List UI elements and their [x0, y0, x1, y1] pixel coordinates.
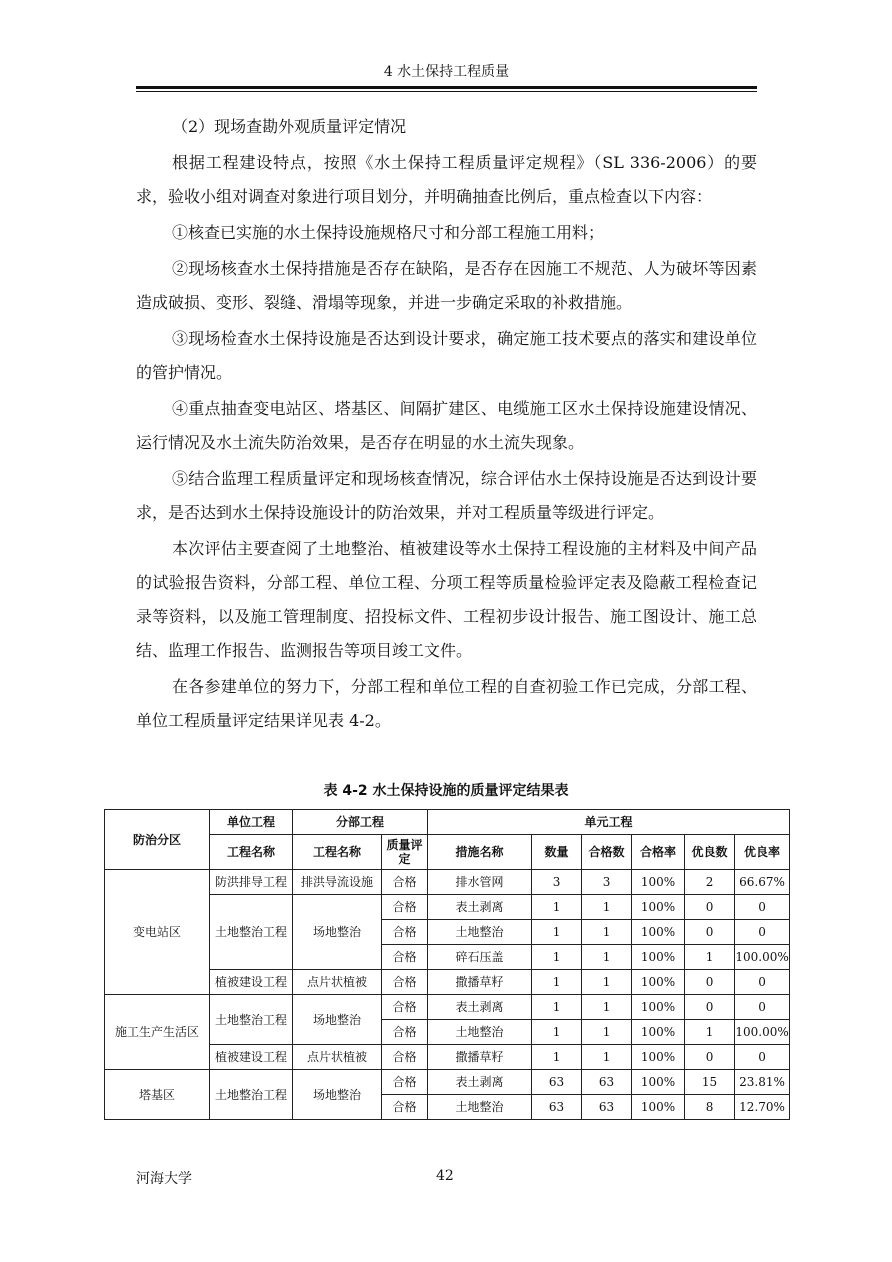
cell: 0: [685, 995, 735, 1020]
cell: 0: [685, 895, 735, 920]
cell: 合格: [382, 1045, 428, 1070]
cell: 3: [582, 870, 632, 895]
footer-institution: 河海大学: [136, 1171, 192, 1187]
cell: 63: [532, 1070, 582, 1095]
paragraph: 本次评估主要查阅了土地整治、植被建设等水土保持工程设施的主材料及中间产品的试验报告资料，分部工程、单位工程、分项工程等质量检验评定表及隐蔽工程检查记录等资料，以及施工管理制度、招投标文件、工程初步设计报告、施工图设计、施工总结、监理工作报告、监测报告等项目竣工文件。: [136, 539, 757, 660]
header-cell: 合格率: [632, 835, 685, 870]
cell: 0: [735, 995, 790, 1020]
cell: 100%: [632, 870, 685, 895]
zone-cell: 施工生产生活区: [105, 995, 210, 1070]
cell: 0: [735, 1045, 790, 1070]
cell: 100%: [632, 1020, 685, 1045]
header-cell: 防治分区: [105, 810, 210, 870]
cell: 1: [532, 1020, 582, 1045]
header-rule-thin: [136, 91, 757, 92]
header-cell: 工程名称: [293, 835, 382, 870]
cell: 100%: [632, 1095, 685, 1120]
cell: 3: [532, 870, 582, 895]
cell: 表土剥离: [428, 1070, 532, 1095]
cell: 1: [532, 920, 582, 945]
cell: 1: [582, 1020, 632, 1045]
cell: 63: [582, 1095, 632, 1120]
unit-cell: 土地整治工程: [210, 895, 293, 970]
cell: 1: [582, 895, 632, 920]
cell: 合格: [382, 895, 428, 920]
cell: 100%: [632, 920, 685, 945]
unit-cell: 土地整治工程: [210, 995, 293, 1045]
cell: 1: [532, 895, 582, 920]
header-cell: 质量评定: [382, 835, 428, 870]
cell: 土地整治: [428, 920, 532, 945]
cell: 合格: [382, 1020, 428, 1045]
cell: 表土剥离: [428, 995, 532, 1020]
cell: 63: [582, 1070, 632, 1095]
cell: 15: [685, 1070, 735, 1095]
unit-cell: 植被建设工程: [210, 970, 293, 995]
cell: 23.81%: [735, 1070, 790, 1095]
table-row: [105, 1070, 790, 1095]
cell: 1: [532, 995, 582, 1020]
cell: 0: [685, 970, 735, 995]
cell: 合格: [382, 1070, 428, 1095]
cell: 100%: [632, 895, 685, 920]
page-number: 42: [436, 1168, 454, 1184]
cell: 1: [532, 970, 582, 995]
division-cell: 点片状植被: [293, 970, 382, 995]
cell: 表土剥离: [428, 895, 532, 920]
cell: 66.67%: [735, 870, 790, 895]
cell: 0: [735, 970, 790, 995]
cell: 12.70%: [735, 1095, 790, 1120]
cell: 1: [685, 945, 735, 970]
cell: 土地整治: [428, 1095, 532, 1120]
header-cell: 措施名称: [428, 835, 532, 870]
cell: 1: [532, 945, 582, 970]
cell: 1: [582, 995, 632, 1020]
paragraph: 在各参建单位的努力下，分部工程和单位工程的自查初验工作已完成，分部工程、单位工程质量评定结果详见表 4-2。: [136, 677, 757, 730]
paragraph: ③现场检查水土保持设施是否达到设计要求，确定施工技术要点的落实和建设单位的管护情况。: [136, 329, 757, 382]
cell: 1: [685, 1020, 735, 1045]
cell: 63: [532, 1095, 582, 1120]
cell: 土地整治: [428, 1020, 532, 1045]
header-cell: 优良数: [685, 835, 735, 870]
header-cell: 数量: [532, 835, 582, 870]
cell: 合格: [382, 1095, 428, 1120]
cell: 排水管网: [428, 870, 532, 895]
zone-cell: 塔基区: [105, 1070, 210, 1120]
cell: 碎石压盖: [428, 945, 532, 970]
cell: 100%: [632, 1070, 685, 1095]
body-text: [136, 110, 757, 740]
unit-cell: 防洪排导工程: [210, 870, 293, 895]
header-row: [105, 810, 790, 835]
cell: 合格: [382, 945, 428, 970]
cell: 100%: [632, 945, 685, 970]
unit-cell: 土地整治工程: [210, 1070, 293, 1120]
cell: 合格: [382, 970, 428, 995]
cell: 2: [685, 870, 735, 895]
cell: 1: [582, 970, 632, 995]
cell: 1: [582, 920, 632, 945]
cell: 0: [735, 895, 790, 920]
cell: 100%: [632, 1045, 685, 1070]
table-row: [105, 870, 790, 895]
header-cell: 工程名称: [210, 835, 293, 870]
paragraph: ②现场核查水土保持措施是否存在缺陷，是否存在因施工不规范、人为破坏等因素造成破损、变形、裂缝、滑塌等现象，并进一步确定采取的补救措施。: [136, 259, 757, 312]
header-cell: 单位工程: [210, 810, 293, 835]
header-rule-thick: [136, 86, 757, 89]
cell: 1: [532, 1045, 582, 1070]
cell: 100%: [632, 970, 685, 995]
cell: 合格: [382, 920, 428, 945]
cell: 1: [582, 1045, 632, 1070]
division-cell: 场地整治: [293, 895, 382, 970]
header-cell: 合格数: [582, 835, 632, 870]
paragraph: ⑤结合监理工程质量评定和现场核查情况，综合评估水土保持设施是否达到设计要求，是否达到水土保持设施设计的防治效果，并对工程质量等级进行评定。: [136, 469, 757, 522]
division-cell: 点片状植被: [293, 1045, 382, 1070]
zone-cell: 变电站区: [105, 870, 210, 995]
division-cell: 排洪导流设施: [293, 870, 382, 895]
cell: 撒播草籽: [428, 970, 532, 995]
cell: 0: [685, 920, 735, 945]
header-cell: 优良率: [735, 835, 790, 870]
cell: 0: [685, 1045, 735, 1070]
division-cell: 场地整治: [293, 995, 382, 1045]
cell: 100.00%: [735, 945, 790, 970]
quality-table: [104, 809, 790, 1120]
unit-cell: 植被建设工程: [210, 1045, 293, 1070]
header-cell: 分部工程: [293, 810, 428, 835]
division-cell: 场地整治: [293, 1070, 382, 1120]
cell: 合格: [382, 870, 428, 895]
cell: 100.00%: [735, 1020, 790, 1045]
paragraph: 根据工程建设特点，按照《水土保持工程质量评定规程》（SL 336-2006）的要求，验收小组对调查对象进行项目划分，并明确抽查比例后，重点检查以下内容：: [136, 153, 757, 206]
table-row: [105, 995, 790, 1020]
table-caption: 表 4-2 水土保持设施的质量评定结果表: [323, 783, 569, 799]
header-cell: 单元工程: [428, 810, 790, 835]
cell: 100%: [632, 995, 685, 1020]
cell: 合格: [382, 995, 428, 1020]
cell: 1: [582, 945, 632, 970]
paragraph: ①核查已实施的水土保持设施规格尺寸和分部工程施工用料；: [172, 223, 605, 242]
cell: 0: [735, 920, 790, 945]
section-subheading: （2）现场查勘外观质量评定情况: [172, 117, 407, 136]
cell: 撒播草籽: [428, 1045, 532, 1070]
cell: 8: [685, 1095, 735, 1120]
running-header: 4 水土保持工程质量: [383, 64, 510, 80]
paragraph: ④重点抽查变电站区、塔基区、间隔扩建区、电缆施工区水土保持设施建设情况、运行情况及水土流失防治效果，是否存在明显的水土流失现象。: [136, 399, 757, 452]
